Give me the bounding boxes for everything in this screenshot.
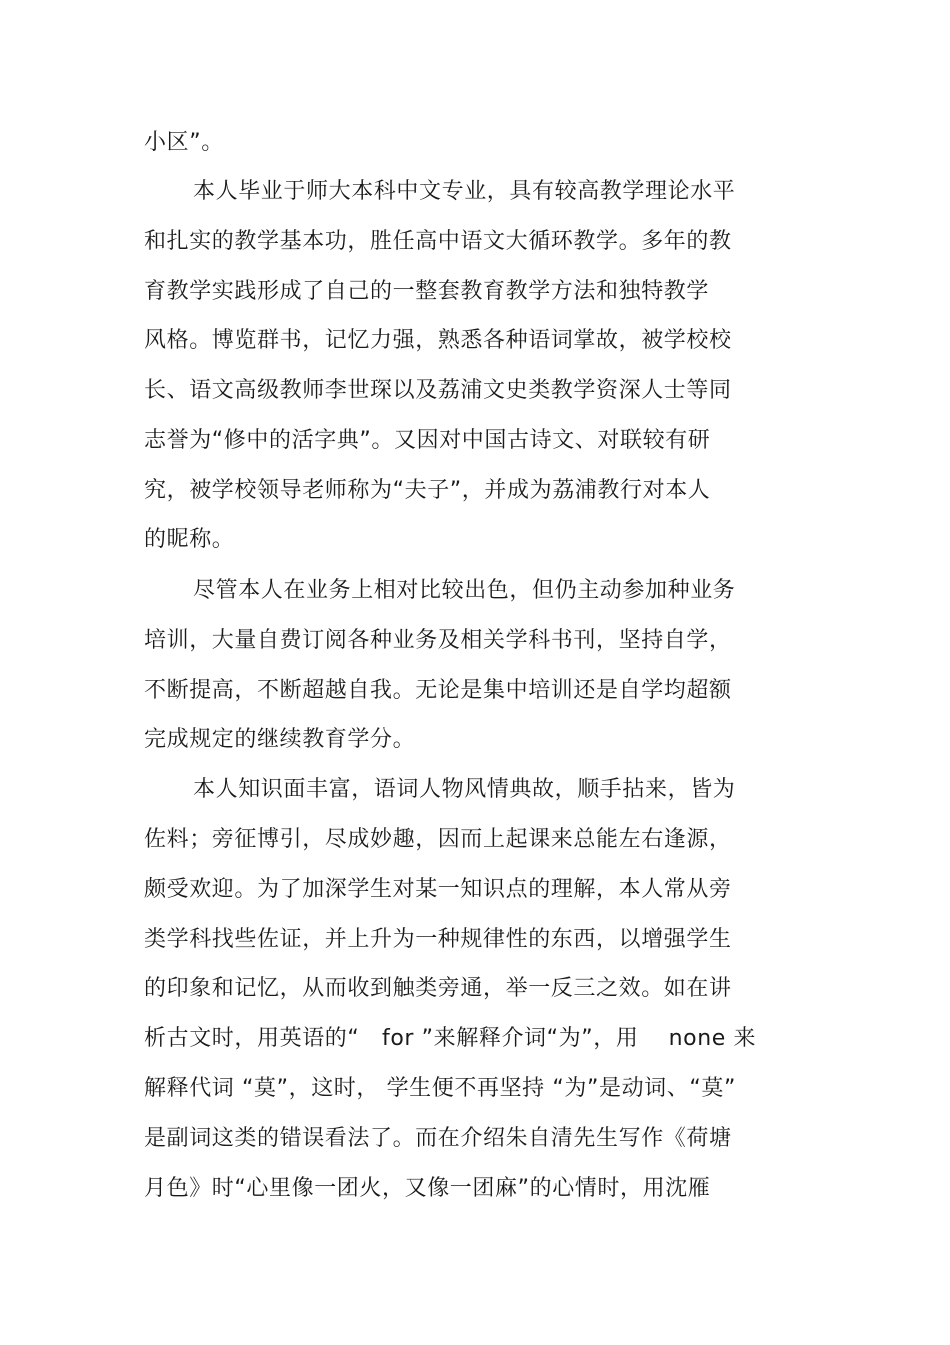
text-line: 尽管本人在业务上相对比较出色，但仍主动参加种业务	[193, 578, 736, 603]
text-line: 月色》时“心里像一团火，又像一团麻”的心情时，用沈雁	[144, 1176, 711, 1201]
text-line: 完成规定的继续教育学分。	[144, 727, 416, 752]
text-line: 不断提高，不断超越自我。无论是集中培训还是自学均超额	[144, 678, 732, 703]
text-line: 风格。博览群书，记忆力强，熟悉各种语词掌故，被学校校	[144, 328, 732, 353]
text-line: 解释代词 “莫”，这时， 学生便不再坚持 “为”是动词、“莫”	[144, 1076, 736, 1101]
text-line: 的印象和记忆，从而收到触类旁通，举一反三之效。如在讲	[144, 976, 732, 1001]
text-line: 颇受欢迎。为了加深学生对某一知识点的理解，本人常从旁	[144, 877, 732, 902]
text-line: 佐料；旁征博引，尽成妙趣，因而上起课来总能左右逢源，	[144, 827, 732, 852]
text-line: 志誉为“修中的活字典”。又因对中国古诗文、对联较有研	[144, 428, 711, 453]
text-line: 是副词这类的错误看法了。而在介绍朱自清先生写作《荷塘	[144, 1126, 732, 1151]
text-line: 本人知识面丰富，语词人物风情典故，顺手拈来，皆为	[193, 777, 736, 802]
text-line: 和扎实的教学基本功，胜任高中语文大循环教学。多年的教	[144, 229, 732, 254]
text-line: 析古文时，用英语的“ for ”来解释介词“为”，用 none 来	[144, 1026, 757, 1051]
text-line: 小区”。	[144, 130, 224, 155]
text-line: 育教学实践形成了自己的一整套教育教学方法和独特教学	[144, 279, 710, 304]
text-line: 培训，大量自费订阅各种业务及相关学科书刊，坚持自学，	[144, 628, 732, 653]
text-line: 本人毕业于师大本科中文专业，具有较高教学理论水平	[193, 179, 736, 204]
text-line: 长、语文高级教师李世琛以及荔浦文史类教学资深人士等同	[144, 378, 732, 403]
text-line: 究，被学校领导老师称为“夫子”，并成为荔浦教行对本人	[144, 478, 711, 503]
text-line: 类学科找些佐证，并上升为一种规律性的东西，以增强学生	[144, 927, 732, 952]
text-line: 的昵称。	[144, 527, 235, 552]
